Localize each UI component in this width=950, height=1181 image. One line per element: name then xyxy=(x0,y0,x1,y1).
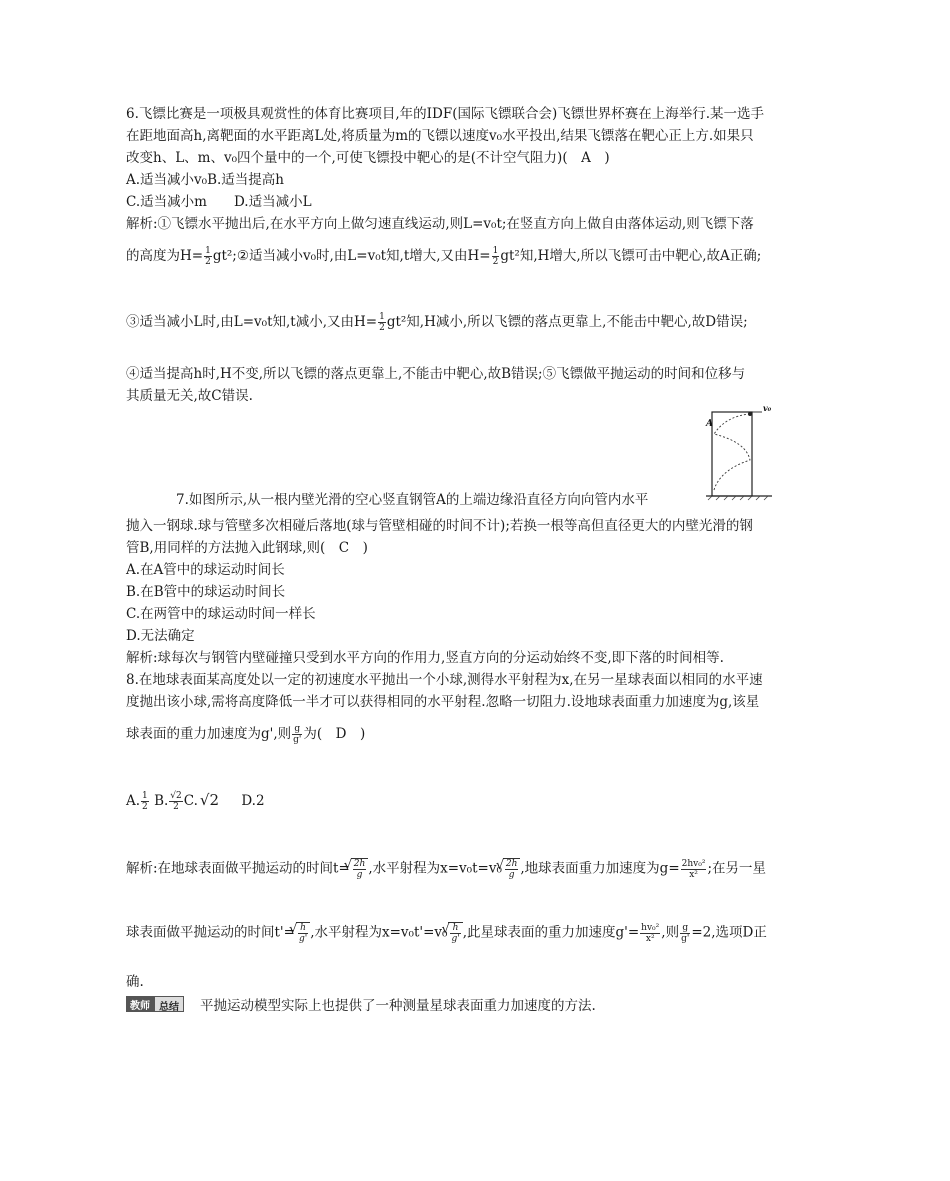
q6-solution-5: 其质量无关,故C错误. xyxy=(126,388,253,404)
q7-option-a: A.在A管中的球运动时间长 xyxy=(126,562,285,578)
q7-line-3: 管B,用同样的方法抛入此钢球,则( C ) xyxy=(126,540,368,556)
q7-line-1: 7.如图所示,从一根内壁光滑的空心竖直钢管A的上端边缘沿直径方向向管内水平 xyxy=(176,492,649,508)
sqrt-2h-over-g: √ $\frac{2h}{g}$ xyxy=(503,858,521,880)
q6-options-ab: A.适当减小v₀B.适当提高h xyxy=(126,172,284,188)
q8-line-3: 球表面的重力加速度为g',则 $\frac{g}{g'}$ 为( D ) xyxy=(126,724,366,745)
sqrt-h-over-gp: √ $\frac{h}{g'}$ xyxy=(296,922,310,944)
figure-label-a: A xyxy=(706,419,713,429)
steel-tube-figure xyxy=(696,402,776,502)
fraction-g-over-gp: $\frac{g}{g'}$ xyxy=(293,724,302,745)
sqrt-2h-over-g: √ $\frac{2h}{g}$ xyxy=(351,858,369,880)
q6-solution-1: 解析:①飞镖水平抛出后,在水平方向上做匀速直线运动,则L=v₀t;在竖直方向上做自由落体运动,则飞镖下落 xyxy=(126,216,754,232)
fraction-half: $\frac{1}{2}$ xyxy=(379,312,385,333)
q7-option-c: C.在两管中的球运动时间一样长 xyxy=(126,606,316,622)
q6-solution-3: ③适当减小L时,由L=v₀t知,t减小,又由H= $\frac{1}{2}$ gt²知,H减小,所以飞镖的落点更靠上,不能击中靶心,故D错误; xyxy=(126,312,748,333)
figure-label-v0: v₀ xyxy=(763,403,772,413)
q8-options: A. $\frac{1}{2}$ B. $\frac{√2}{2}$ C. √2 D.2 xyxy=(126,791,265,812)
q7-solution: 解析:球每次与钢管内壁碰撞只受到水平方向的作用力,竖直方向的分运动始终不变,即下落的时间相等. xyxy=(126,650,724,666)
fraction-g-over-gp: $\frac{g}{g'}$ xyxy=(681,922,690,944)
fraction-half: $\frac{1}{2}$ xyxy=(142,791,148,812)
q8-solution-3: 确. xyxy=(126,974,144,990)
sqrt-h-over-gp: √ $\frac{h}{g'}$ xyxy=(448,922,462,944)
q6-line-2: 在距地面高h,离靶面的水平距离L处,将质量为m的飞镖以速度v₀水平投出,结果飞镖落在靶心正上方.如果只 xyxy=(126,128,754,144)
q6-solution-2: 的高度为H= $\frac{1}{2}$ gt²;②适当减小v₀时,由L=v₀t知,t增大,又由H= $\frac{1}{2}$ gt²知,H增大,所以飞镖可击中靶心,故A正确; xyxy=(126,246,762,267)
q6-line-1: 6.飞镖比赛是一项极具观赏性的体育比赛项目,年的IDF(国际飞镖联合会)飞镖世界杯赛在上海举行.某一选手 xyxy=(126,106,765,122)
q8-line-1: 8.在地球表面某高度处以一定的初速度水平抛出一个小球,测得水平射程为x,在另一星球表面以相同的水平速 xyxy=(126,672,763,688)
q8-solution-1: 解析:在地球表面做平抛运动的时间t= √ $\frac{2h}{g}$ ,水平射程为x=v₀t=v₀ √ $\frac{2h}{g}$ ,地球表面重力加速度为g= $\frac{\text{2hv₀²}}{\text{x²}}$ ;在另一星 xyxy=(126,858,766,880)
fraction-half: $\frac{1}{2}$ xyxy=(492,246,499,267)
teacher-summary-text: 平抛运动模型实际上也提供了一种测量星球表面重力加速度的方法. xyxy=(200,998,596,1014)
fraction-half: $\frac{1}{2}$ xyxy=(205,246,211,267)
q6-solution-4: ④适当提高h时,H不变,所以飞镖的落点更靠上,不能击中靶心,故B错误;⑤飞镖做平抛运动的时间和位移与 xyxy=(126,366,746,382)
q7-option-d: D.无法确定 xyxy=(126,628,195,644)
q7-option-b: B.在B管中的球运动时间长 xyxy=(126,584,286,600)
fraction-sqrt2-over-2: $\frac{√2}{2}$ xyxy=(170,791,182,812)
q6-options-cd: C.适当减小m D.适当减小L xyxy=(126,194,312,210)
fraction-2hv0-over-x2: $\frac{\text{2hv₀²}}{\text{x²}}$ xyxy=(681,858,706,880)
teacher-summary-badge: 教师 总结 xyxy=(126,996,184,1012)
q7-line-2: 抛入一钢球.球与管壁多次相碰后落地(球与管壁相碰的时间不计);若换一根等高但直径更大的内壁光滑的钢 xyxy=(126,518,753,534)
fraction-hv0-over-x2: $\frac{\text{hv₀²}}{\text{x²}}$ xyxy=(641,922,660,944)
sqrt2-value: √2 xyxy=(199,791,220,809)
q8-solution-2: 球表面做平抛运动的时间t'= √ $\frac{h}{g'}$ ,水平射程为x=v₀t'=v₀ √ $\frac{h}{g'}$ ,此星球表面的重力加速度g'= $\frac{\text{hv₀²}}{\text{x²}}$ ,则 $\frac{g}{g'}$ =2,选项D正 xyxy=(126,922,767,944)
q8-line-2: 度抛出该小球,需将高度降低一半才可以获得相同的水平射程.忽略一切阻力.设地球表面重力加速度为g,该星 xyxy=(126,694,760,710)
q6-line-3: 改变h、L、m、v₀四个量中的一个,可使飞镖投中靶心的是(不计空气阻力)( A ) xyxy=(126,150,610,166)
